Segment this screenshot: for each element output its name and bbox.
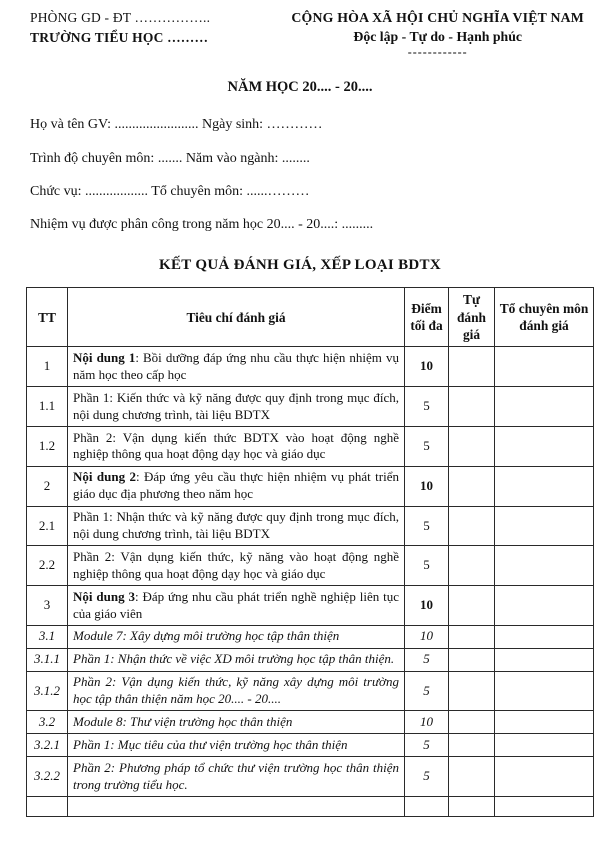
committee-assessment-cell [495, 546, 594, 586]
info-line-qualification: Trình độ chuyên môn: ....... Năm vào ngành: ........ [30, 150, 310, 166]
motto-divider: ------------ [407, 44, 468, 59]
table-row [27, 466, 594, 506]
teacher-info-section [0, 116, 600, 234]
table-row [27, 711, 594, 734]
max-score-cell: 5 [405, 671, 449, 711]
table-row [27, 546, 594, 586]
max-score-cell: 5 [405, 734, 449, 757]
max-score-cell: 10 [405, 347, 449, 387]
criteria-cell: Phần 2: Vận dụng kiến thức, kỹ năng vào hoạt động nghề nghiệp thông qua hoạt động dạy học và giáo dục [68, 546, 405, 586]
max-score-cell: 5 [405, 387, 449, 427]
table-title: KẾT QUẢ ĐÁNH GIÁ, XẾP LOẠI BDTX [159, 257, 441, 274]
criteria-cell: Module 7: Xây dựng môi trường học tập thân thiện [68, 625, 405, 648]
self-assessment-cell [449, 625, 495, 648]
criteria-cell: Nội dung 2: Đáp ứng yêu cầu thực hiện nhiệm vụ phát triển giáo dục địa phương theo năm học [68, 466, 405, 506]
national-motto-line-2: Độc lập - Tự do - Hạnh phúc [353, 29, 523, 45]
self-assessment-cell [449, 466, 495, 506]
self-assessment-cell [449, 546, 495, 586]
row-number-cell: 1.2 [27, 427, 68, 467]
max-score-cell: 5 [405, 427, 449, 467]
row-number-cell: 3.2.2 [27, 757, 68, 797]
row-number-cell: 2.2 [27, 546, 68, 586]
self-assessment-cell [449, 734, 495, 757]
committee-assessment-cell [495, 757, 594, 797]
table-row [27, 734, 594, 757]
header-cell-committee-assessment: Tổ chuyên môn đánh giá [495, 288, 594, 347]
committee-assessment-cell [495, 387, 594, 427]
self-assessment-cell [449, 387, 495, 427]
self-assessment-cell [449, 757, 495, 797]
header-cell-max-score: Điểm tối đa [405, 288, 449, 347]
criteria-cell: Phần 1: Kiến thức và kỹ năng được quy định trong mục đích, nội dung chương trình, tài liệu BDTX [68, 387, 405, 427]
row-number-cell: 1 [27, 347, 68, 387]
max-score-cell [405, 797, 449, 817]
committee-assessment-cell [495, 347, 594, 387]
row-number-cell: 3.2 [27, 711, 68, 734]
row-number-cell: 1.1 [27, 387, 68, 427]
info-line-assigned-duty: Nhiệm vụ được phân công trong năm học 20.... - 20....: ......... [30, 216, 374, 232]
row-number-cell: 3.1.2 [27, 671, 68, 711]
row-number-cell: 3.2.1 [27, 734, 68, 757]
header-cell-self-assessment: Tự đánh giá [449, 288, 495, 347]
header-row [27, 288, 594, 347]
self-assessment-cell [449, 586, 495, 626]
committee-assessment-cell [495, 586, 594, 626]
table-row [27, 625, 594, 648]
table-row [27, 648, 594, 671]
self-assessment-cell [449, 671, 495, 711]
self-assessment-cell [449, 797, 495, 817]
row-number-cell: 2 [27, 466, 68, 506]
national-motto-line-1: CỘNG HÒA XÃ HỘI CHỦ NGHĨA VIỆT NAM [291, 10, 584, 25]
committee-assessment-cell [495, 625, 594, 648]
issuing-org-block [30, 8, 210, 47]
self-assessment-cell [449, 427, 495, 467]
row-number-cell: 3.1 [27, 625, 68, 648]
criteria-cell: Phần 1: Nhận thức và kỹ năng được quy định trong mục đích, nội dung chương trình, tài liệu BDTX [68, 506, 405, 546]
committee-assessment-cell [495, 711, 594, 734]
criteria-cell: Phần 2: Vận dụng kiến thức BDTX vào hoạt động nghề nghiệp thông qua hoạt động dạy học và giáo dục [68, 427, 405, 467]
committee-assessment-cell [495, 734, 594, 757]
criteria-cell [68, 797, 405, 817]
max-score-cell: 5 [405, 757, 449, 797]
table-row [27, 387, 594, 427]
table-row [27, 797, 594, 817]
info-line-position: Chức vụ: .................. Tổ chuyên môn: ......……… [30, 183, 310, 199]
committee-assessment-cell [495, 797, 594, 817]
self-assessment-cell [449, 648, 495, 671]
max-score-cell: 10 [405, 711, 449, 734]
evaluation-table-head [27, 288, 594, 347]
criteria-cell: Phần 2: Phương pháp tổ chức thư viện trường học thân thiện trong trường tiểu học. [68, 757, 405, 797]
row-number-cell: 3.1.1 [27, 648, 68, 671]
self-assessment-cell [449, 506, 495, 546]
self-assessment-cell [449, 347, 495, 387]
national-motto-block [291, 8, 584, 57]
header-cell-criteria: Tiêu chí đánh giá [68, 288, 405, 347]
criteria-cell: Nội dung 1: Bồi dưỡng đáp ứng nhu cầu thực hiện nhiệm vụ năm học theo cấp học [68, 347, 405, 387]
table-row [27, 347, 594, 387]
criteria-cell: Phần 1: Mục tiêu của thư viện trường học thân thiện [68, 734, 405, 757]
row-number-cell: 2.1 [27, 506, 68, 546]
max-score-cell: 10 [405, 466, 449, 506]
committee-assessment-cell [495, 648, 594, 671]
info-line-name-dob: Họ và tên GV: ........................ Ngày sinh: ………… [30, 117, 323, 133]
max-score-cell: 10 [405, 625, 449, 648]
row-number-cell: 3 [27, 586, 68, 626]
evaluation-table-body [27, 347, 594, 817]
table-row [27, 671, 594, 711]
evaluation-table [26, 287, 594, 817]
criteria-cell: Module 8: Thư viện trường học thân thiện [68, 711, 405, 734]
table-row [27, 506, 594, 546]
max-score-cell: 5 [405, 648, 449, 671]
table-row [27, 586, 594, 626]
criteria-cell: Nội dung 3: Đáp ứng nhu cầu phát triển nghề nghiệp liên tục của giáo viên [68, 586, 405, 626]
max-score-cell: 5 [405, 546, 449, 586]
school-year-title: NĂM HỌC 20.... - 20.... [227, 79, 373, 96]
max-score-cell: 10 [405, 586, 449, 626]
criteria-cell: Phần 2: Vận dụng kiến thức, kỹ năng xây dựng môi trường học tập thân thiện năm học 20.... - 20.... [68, 671, 405, 711]
committee-assessment-cell [495, 466, 594, 506]
header-cell-tt: TT [27, 288, 68, 347]
committee-assessment-cell [495, 427, 594, 467]
max-score-cell: 5 [405, 506, 449, 546]
table-row [27, 757, 594, 797]
org-line-1: PHÒNG GD - ĐT …………….. [30, 10, 211, 25]
criteria-cell: Phần 1: Nhận thức về việc XD môi trường học tập thân thiện. [68, 648, 405, 671]
org-line-2: TRƯỜNG TIỂU HỌC ……… [30, 29, 209, 45]
document-header [0, 8, 600, 57]
row-number-cell [27, 797, 68, 817]
self-assessment-cell [449, 711, 495, 734]
committee-assessment-cell [495, 506, 594, 546]
committee-assessment-cell [495, 671, 594, 711]
table-row [27, 427, 594, 467]
